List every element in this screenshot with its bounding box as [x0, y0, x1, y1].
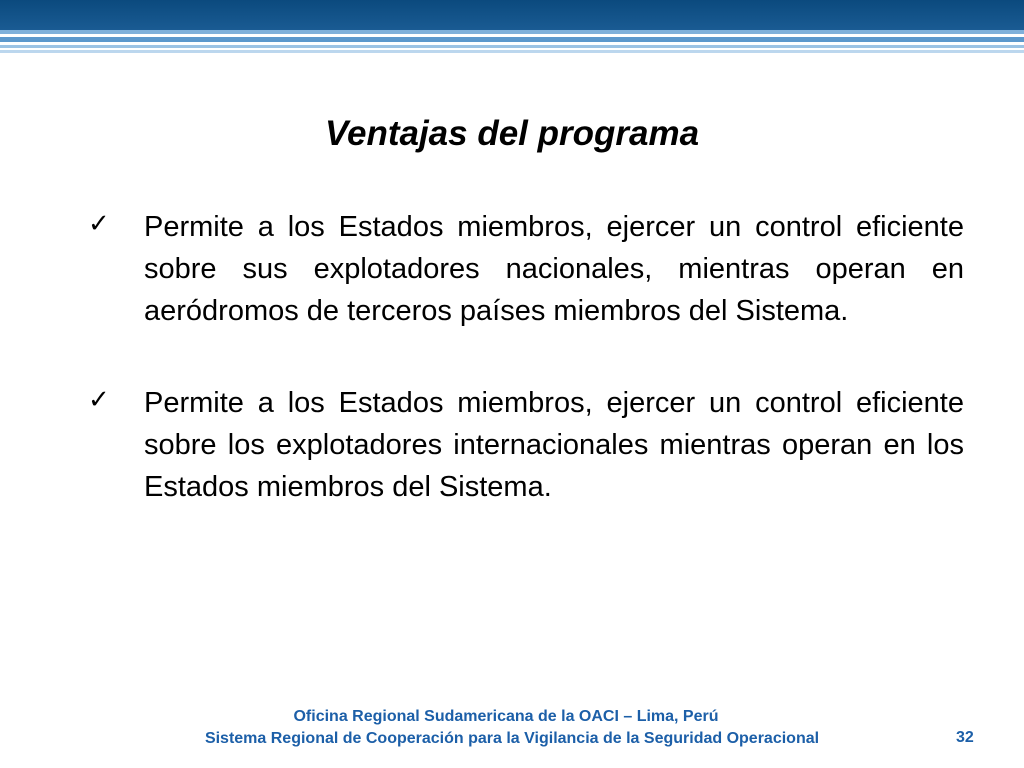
footer-line-system: Sistema Regional de Cooperación para la Vigilancia de la Seguridad Operacional [204, 730, 820, 747]
bullet-text: Permite a los Estados miembros, ejercer un control eficiente sobre los explotadores internacionales mientras operan en los Estados miembros del Sistema. [144, 387, 964, 503]
footer-line-office: Oficina Regional Sudamericana de la OACI – Lima, Perú [293, 708, 719, 725]
header-stripe [0, 50, 1024, 53]
checkmark-icon: ✓ [88, 208, 110, 238]
bullet-list [88, 206, 964, 558]
header-bar [0, 0, 1024, 30]
bullet-item [88, 382, 964, 508]
bullet-item [88, 206, 964, 332]
page-number: 32 [956, 729, 974, 746]
footer [0, 706, 1024, 750]
checkmark-icon: ✓ [88, 384, 110, 414]
bullet-text: Permite a los Estados miembros, ejercer un control eficiente sobre sus explotadores nacionales, mientras operan en aeródromos de terceros países miembros del Sistema. [144, 211, 964, 327]
slide-title: Ventajas del programa [324, 114, 700, 153]
